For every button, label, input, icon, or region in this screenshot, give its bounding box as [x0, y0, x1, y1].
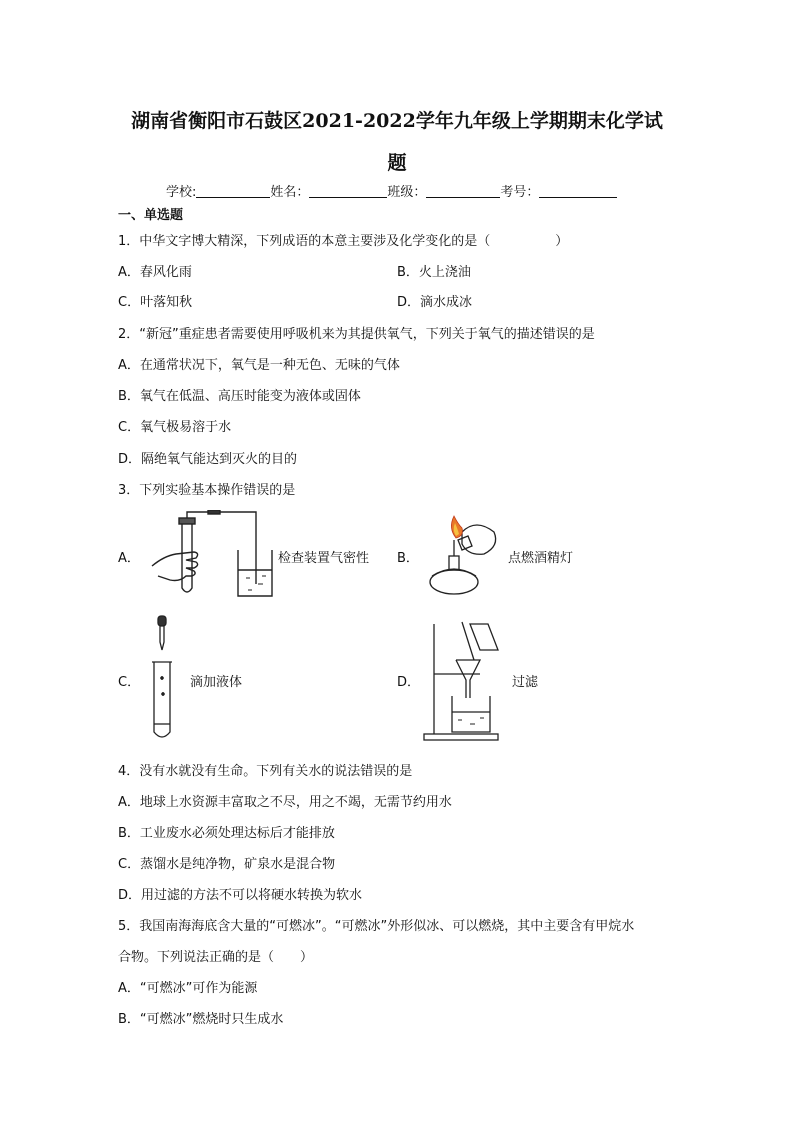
alcohol-lamp-figure	[424, 510, 509, 600]
class-blank[interactable]	[426, 185, 500, 198]
q1-option-b[interactable]: B．火上浇油	[397, 265, 471, 280]
q4-option-a[interactable]: A．地球上水资源丰富取之不尽，用之不竭，无需节约用水	[118, 795, 452, 810]
q3-stem: 3．下列实验基本操作错误的是	[118, 483, 296, 498]
exam-no-blank[interactable]	[539, 185, 617, 198]
q2-stem: 2．“新冠”重症患者需要使用呼吸机来为其提供氧气，下列关于氧气的描述错误的是	[118, 327, 595, 342]
student-info-row	[166, 181, 617, 200]
q1-stem: 1．中华文字博大精深，下列成语的本意主要涉及化学变化的是（ ）	[118, 234, 569, 249]
exam-no-label: 考号：	[500, 185, 540, 200]
name-blank[interactable]	[309, 185, 387, 198]
q5-stem-line1: 5．我国南海海底含大量的“可燃冰”。“可燃冰”外形似冰、可以燃烧，其中主要含有甲烷水	[118, 919, 635, 934]
school-blank[interactable]	[196, 185, 270, 198]
filtration-figure	[422, 620, 504, 744]
q4-stem: 4．没有水就没有生命。下列有关水的说法错误的是	[118, 764, 413, 779]
q2-option-c[interactable]: C．氧气极易溶于水	[118, 420, 232, 435]
q1-option-a[interactable]: A．春风化雨	[118, 265, 192, 280]
q4-option-d[interactable]: D．用过滤的方法不可以将硬水转换为软水	[118, 888, 363, 903]
airtightness-check-figure	[150, 510, 275, 600]
q3-option-c-label[interactable]: C．	[118, 675, 141, 690]
q3-option-c-caption: 滴加液体	[190, 675, 243, 690]
dropping-liquid-figure	[148, 614, 178, 742]
q4-option-c[interactable]: C．蒸馏水是纯净物，矿泉水是混合物	[118, 857, 336, 872]
section-heading: 一、单选题	[118, 208, 184, 223]
q1-option-c[interactable]: C．叶落知秋	[118, 295, 193, 310]
q3-option-d-label[interactable]: D．	[397, 675, 421, 690]
q4-option-b[interactable]: B．工业废水必须处理达标后才能排放	[118, 826, 335, 841]
q3-option-b-label[interactable]: B．	[397, 551, 419, 566]
q2-option-a[interactable]: A．在通常状况下，氧气是一种无色、无味的气体	[118, 358, 400, 373]
school-label: 学校:	[166, 185, 197, 200]
q3-option-d-caption: 过滤	[512, 675, 539, 690]
q2-option-d[interactable]: D．隔绝氧气能达到灭火的目的	[118, 452, 298, 467]
page-title-line1: 湖南省衡阳市石鼓区2021-2022学年九年级上学期期末化学试	[131, 110, 663, 132]
page-title-line2: 题	[387, 152, 407, 174]
q5-option-a[interactable]: A．“可燃冰”可作为能源	[118, 981, 258, 996]
q5-stem-line2: 合物。下列说法正确的是（ ）	[118, 950, 314, 965]
q3-option-a-label[interactable]: A．	[118, 551, 140, 566]
q3-option-b-caption: 点燃酒精灯	[508, 551, 574, 566]
class-label: 班级：	[387, 185, 427, 200]
q3-option-a-caption: 检查装置气密性	[278, 551, 370, 566]
q5-option-b[interactable]: B．“可燃冰”燃烧时只生成水	[118, 1012, 284, 1027]
name-label: 姓名：	[270, 185, 310, 200]
q1-option-d[interactable]: D．滴水成冰	[397, 295, 473, 310]
q2-option-b[interactable]: B．氧气在低温、高压时能变为液体或固体	[118, 389, 361, 404]
